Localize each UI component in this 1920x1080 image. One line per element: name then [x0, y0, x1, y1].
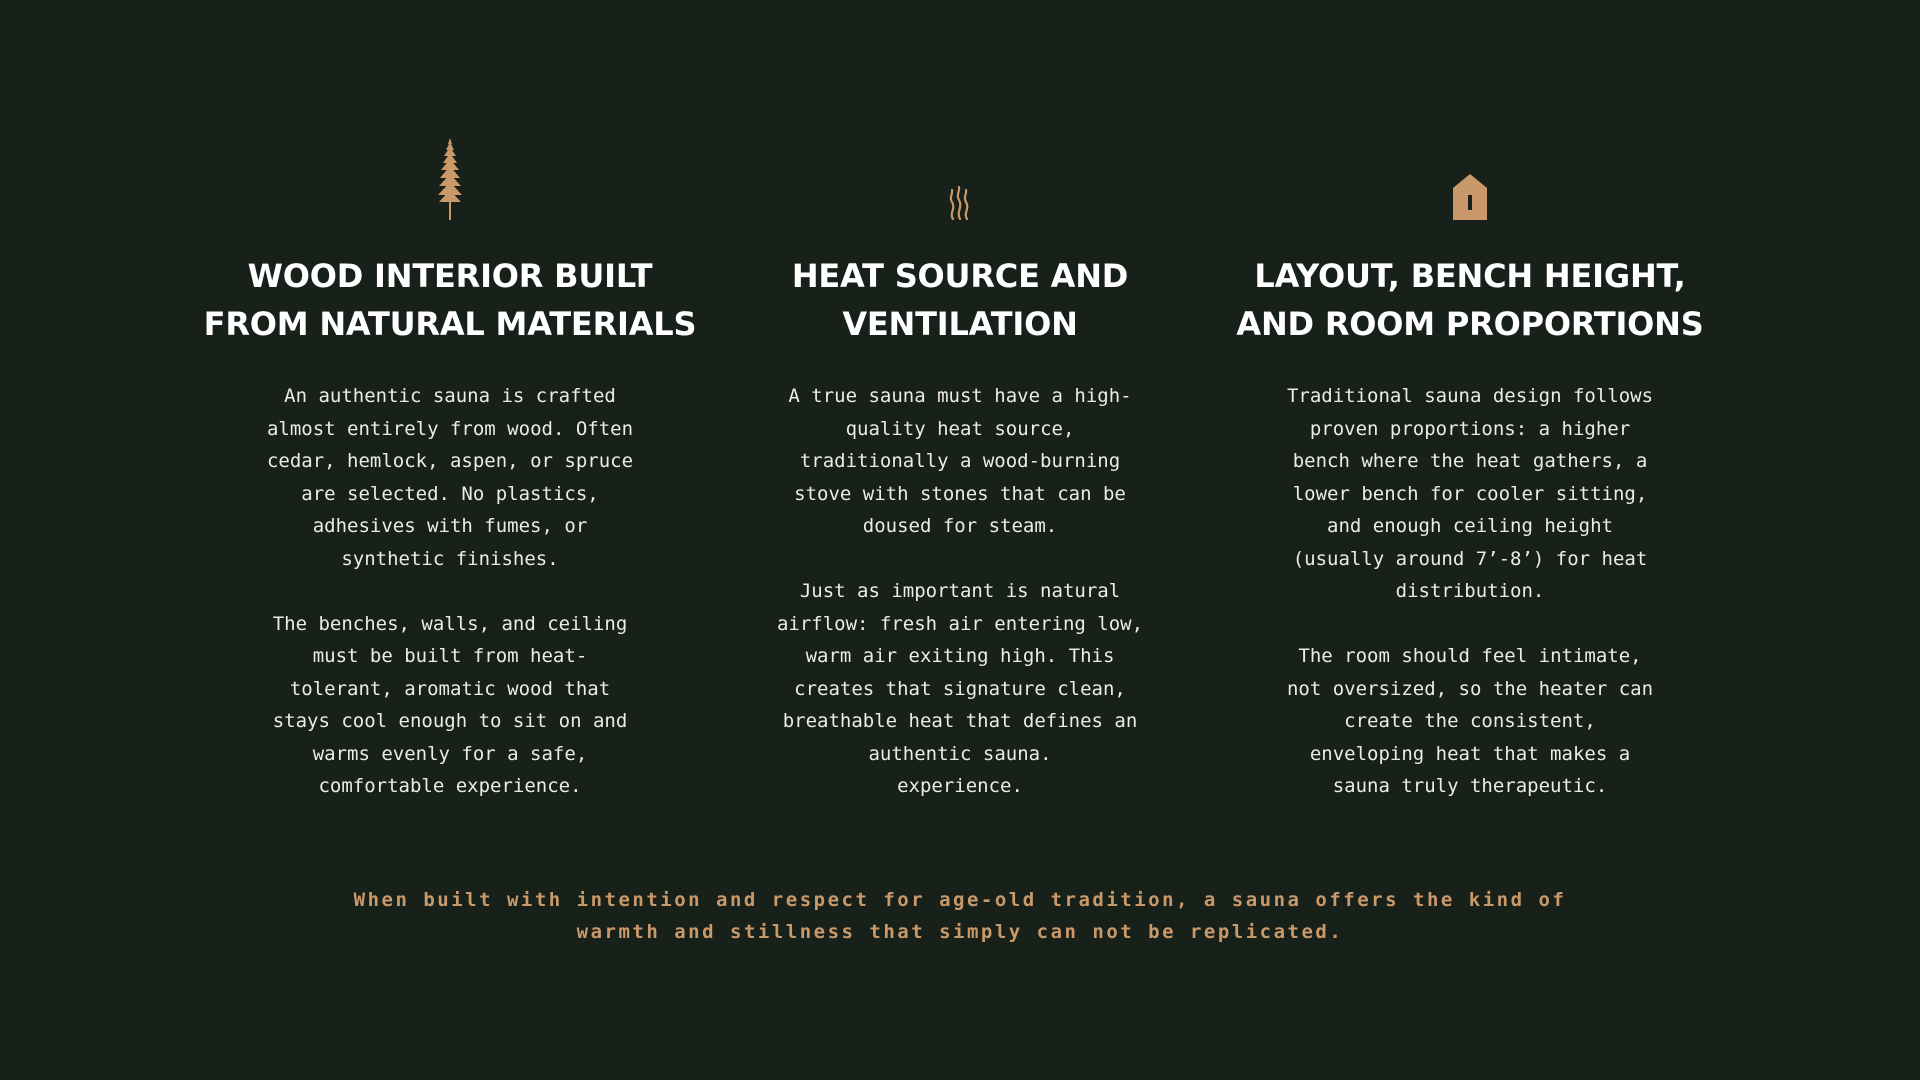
- text-line: stove with stones that can be: [794, 482, 1126, 505]
- text-line: quality heat source,: [845, 417, 1075, 440]
- tagline-line: When built with intention and respect for age-old tradition, a sauna offers the kind of: [353, 889, 1567, 911]
- text-line: distribution.: [1395, 580, 1545, 602]
- feature-heading: [200, 252, 700, 348]
- text-line: sauna truly therapeutic.: [1332, 775, 1608, 797]
- text-line: stays cool enough to sit on and: [272, 710, 628, 732]
- text-line: lower bench for cooler sitting,: [1292, 482, 1648, 505]
- heading-line: VENTILATION: [842, 305, 1078, 343]
- text-line: almost entirely from wood. Often: [266, 417, 634, 440]
- text-line: doused for steam.: [862, 515, 1058, 537]
- paragraph: [760, 380, 1160, 543]
- feature-body: [250, 380, 650, 803]
- heading-line: FROM NATURAL MATERIALS: [203, 305, 697, 343]
- text-line: must be built from heat-: [312, 645, 588, 667]
- text-line: A true sauna must have a high-: [788, 385, 1132, 407]
- text-line: traditionally a wood-burning: [799, 450, 1121, 472]
- text-line: authentic sauna.: [868, 742, 1052, 765]
- text-line: create the consistent,: [1344, 710, 1596, 732]
- feature-body: [760, 380, 1160, 803]
- heading-line: AND ROOM PROPORTIONS: [1236, 305, 1704, 343]
- heading-line: LAYOUT, BENCH HEIGHT,: [1254, 257, 1686, 295]
- text-line: warms evenly for a safe,: [312, 742, 588, 765]
- paragraph: [250, 608, 650, 803]
- feature-heading: [1220, 252, 1720, 348]
- feature-body: [1270, 380, 1670, 803]
- text-line: Traditional sauna design follows: [1286, 385, 1654, 407]
- house-icon: [1220, 130, 1720, 220]
- text-line: adhesives with fumes, or: [312, 515, 588, 537]
- paragraph: [1270, 640, 1670, 803]
- text-line: tolerant, aromatic wood that: [289, 677, 611, 700]
- closing-tagline: [0, 884, 1920, 948]
- feature-heading: [710, 252, 1210, 348]
- text-line: The room should feel intimate,: [1298, 645, 1642, 667]
- heading-line: WOOD INTERIOR BUILT: [247, 257, 653, 295]
- text-line: synthetic finishes.: [341, 547, 559, 570]
- heading-line: HEAT SOURCE AND: [791, 257, 1129, 295]
- text-line: comfortable experience.: [318, 775, 582, 797]
- text-line: Just as important is natural: [799, 580, 1121, 602]
- text-line: warm air exiting high. This: [805, 645, 1115, 667]
- text-line: (usually around 7’-8’) for heat: [1292, 547, 1648, 570]
- text-line: An authentic sauna is crafted: [284, 385, 616, 407]
- text-line: The benches, walls, and ceiling: [272, 612, 628, 635]
- steam-icon: [710, 130, 1210, 220]
- text-line: are selected. No plastics,: [301, 482, 599, 505]
- text-line: and enough ceiling height: [1327, 515, 1613, 537]
- paragraph: [1270, 380, 1670, 608]
- text-line: not oversized, so the heater can: [1286, 677, 1654, 700]
- tree-icon: [200, 130, 700, 220]
- text-line: breathable heat that defines an: [782, 710, 1138, 732]
- text-line: cedar, hemlock, aspen, or spruce: [266, 450, 634, 472]
- text-line: experience.: [897, 775, 1023, 797]
- paragraph: [250, 380, 650, 575]
- text-line: bench where the heat gathers, a: [1292, 450, 1648, 472]
- text-line: airflow: fresh air entering low,: [776, 612, 1144, 635]
- tagline-line: warmth and stillness that simply can not be replicated.: [576, 921, 1344, 943]
- paragraph: [760, 575, 1160, 803]
- text-line: proven proportions: a higher: [1309, 417, 1631, 440]
- text-line: creates that signature clean,: [794, 677, 1126, 700]
- text-line: enveloping heat that makes a: [1309, 742, 1631, 765]
